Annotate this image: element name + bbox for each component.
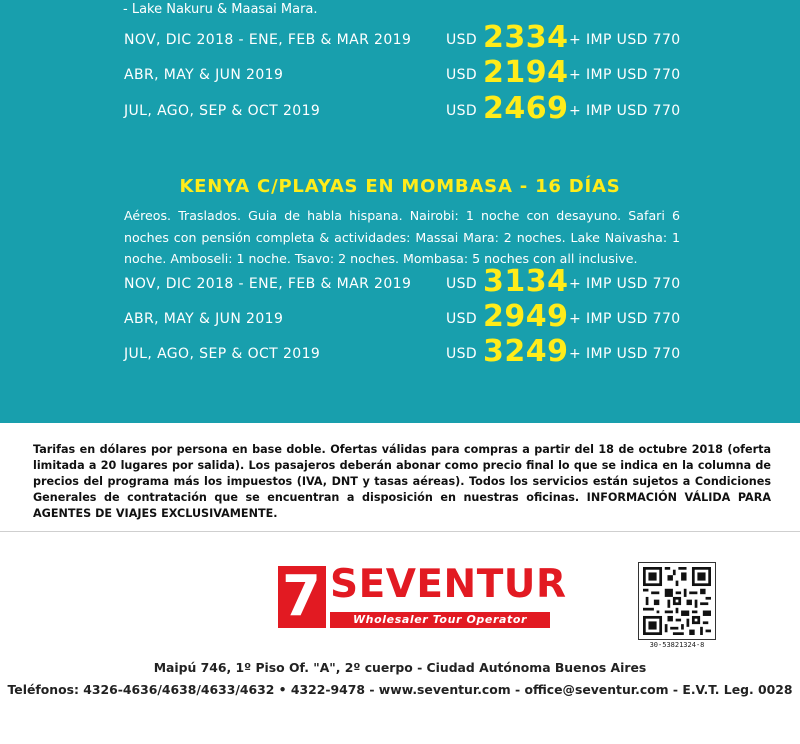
season-label: ABR, MAY & JUN 2019 bbox=[124, 67, 284, 83]
price-value: 3134 bbox=[483, 264, 569, 299]
currency-label: USD bbox=[446, 103, 478, 119]
logo-tagline-bar bbox=[330, 612, 550, 628]
price-row bbox=[124, 336, 724, 370]
season-label: JUL, AGO, SEP & OCT 2019 bbox=[124, 103, 321, 119]
logo-mark bbox=[278, 566, 326, 628]
price-value: 2949 bbox=[483, 299, 569, 334]
tax-label: + IMP USD 770 bbox=[569, 276, 681, 292]
price-value: 3249 bbox=[483, 334, 569, 369]
qr-code-number: 30-53821324-8 bbox=[649, 641, 705, 649]
price-row bbox=[124, 266, 724, 300]
price-value: 2469 bbox=[483, 91, 569, 126]
qr-code-graphic bbox=[643, 567, 711, 635]
tax-label: + IMP USD 770 bbox=[569, 103, 681, 119]
package-title: KENYA C/PLAYAS EN MOMBASA - 16 DÍAS bbox=[179, 176, 621, 197]
currency-label: USD bbox=[446, 346, 478, 362]
season-label: NOV, DIC 2018 - ENE, FEB & MAR 2019 bbox=[124, 32, 412, 48]
season-label: NOV, DIC 2018 - ENE, FEB & MAR 2019 bbox=[124, 276, 412, 292]
seventur-logo bbox=[278, 562, 567, 634]
itinerary-tail: - Lake Nakuru & Maasai Mara. bbox=[123, 2, 318, 17]
price-row bbox=[124, 93, 724, 127]
logo-name: SEVENTUR bbox=[330, 562, 567, 607]
price-row bbox=[124, 22, 724, 56]
tax-label: + IMP USD 770 bbox=[569, 311, 681, 327]
qr-code-icon bbox=[638, 562, 716, 649]
footer-contacts: Teléfonos: 4326-4636/4638/4633/4632 • 4322-9478 - www.seventur.com - office@seventur.com - E.V.T. Leg. 0028 bbox=[7, 682, 793, 697]
season-label: JUL, AGO, SEP & OCT 2019 bbox=[124, 346, 321, 362]
tax-label: + IMP USD 770 bbox=[569, 346, 681, 362]
currency-label: USD bbox=[446, 32, 478, 48]
currency-label: USD bbox=[446, 276, 478, 292]
tax-label: + IMP USD 770 bbox=[569, 32, 681, 48]
logo-tagline: Wholesaler Tour Operator bbox=[352, 613, 528, 626]
price-value: 2194 bbox=[483, 55, 569, 90]
package-description: Aéreos. Traslados. Guia de habla hispana. Nairobi: 1 noche con desayuno. Safari 6 noches con pensión completa & actividades: Massai Mara: 2 noches. Lake Naivasha: 1 noche. Amboseli: 1 noche. Tsavo: 2 noches. Mombasa: 5 noches con all inclusive. bbox=[124, 208, 680, 266]
price-row bbox=[124, 301, 724, 335]
currency-label: USD bbox=[446, 67, 478, 83]
price-value: 2334 bbox=[483, 20, 569, 55]
price-row bbox=[124, 57, 724, 91]
footer-address: Maipú 746, 1º Piso Of. "A", 2º cuerpo - Ciudad Autónoma Buenos Aires bbox=[153, 660, 647, 675]
season-label: ABR, MAY & JUN 2019 bbox=[124, 311, 284, 327]
divider bbox=[0, 531, 800, 532]
terms-text: Tarifas en dólares por persona en base doble. Ofertas válidas para compras a partir del 18 de octubre 2018 (oferta limitada a 20 lugares por salida). Los pasajeros deberán abonar como precio final lo que se indica en la columna de precios del programa más los impuestos (IVA, DNT y tasas aéreas). Todos los servicios están sujetos a Condiciones Generales de contratación que se encuentran a disposición en nuestras oficinas. INFORMACIÓN VÁLIDA PARA AGENTES DE VIAJES EXCLUSIVAMENTE. bbox=[33, 443, 771, 520]
currency-label: USD bbox=[446, 311, 478, 327]
logo-mark-glyph: 7 bbox=[282, 564, 321, 629]
tax-label: + IMP USD 770 bbox=[569, 67, 681, 83]
